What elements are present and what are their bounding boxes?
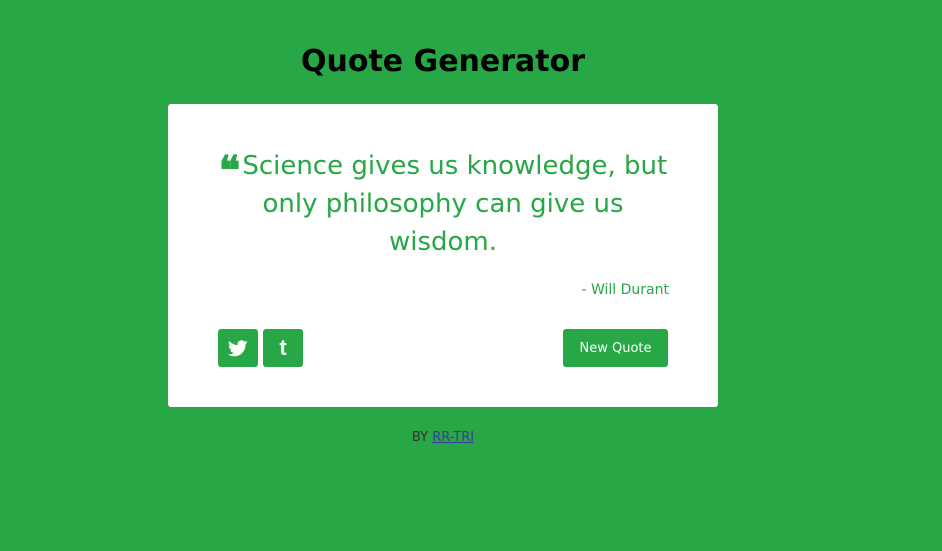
new-quote-button[interactable]: New Quote [563, 329, 668, 367]
quote-text-block [218, 147, 668, 261]
quote-left-icon: ❝ [218, 147, 241, 194]
quote-box [168, 104, 718, 407]
footer [168, 428, 718, 448]
author-link[interactable]: RR-TRI [432, 430, 475, 445]
quote-text: Science gives us knowledge, but only philosophy can give us wisdom. [242, 151, 668, 257]
tumblr-quote-button[interactable] [263, 329, 303, 367]
tumblr-icon: t [279, 335, 287, 360]
footer-by-label: BY [411, 430, 429, 445]
tweet-quote-button[interactable] [218, 329, 258, 367]
quote-author: - Will Durant [581, 282, 669, 298]
page-title: Quote Generator [300, 44, 586, 79]
twitter-icon [228, 340, 248, 357]
